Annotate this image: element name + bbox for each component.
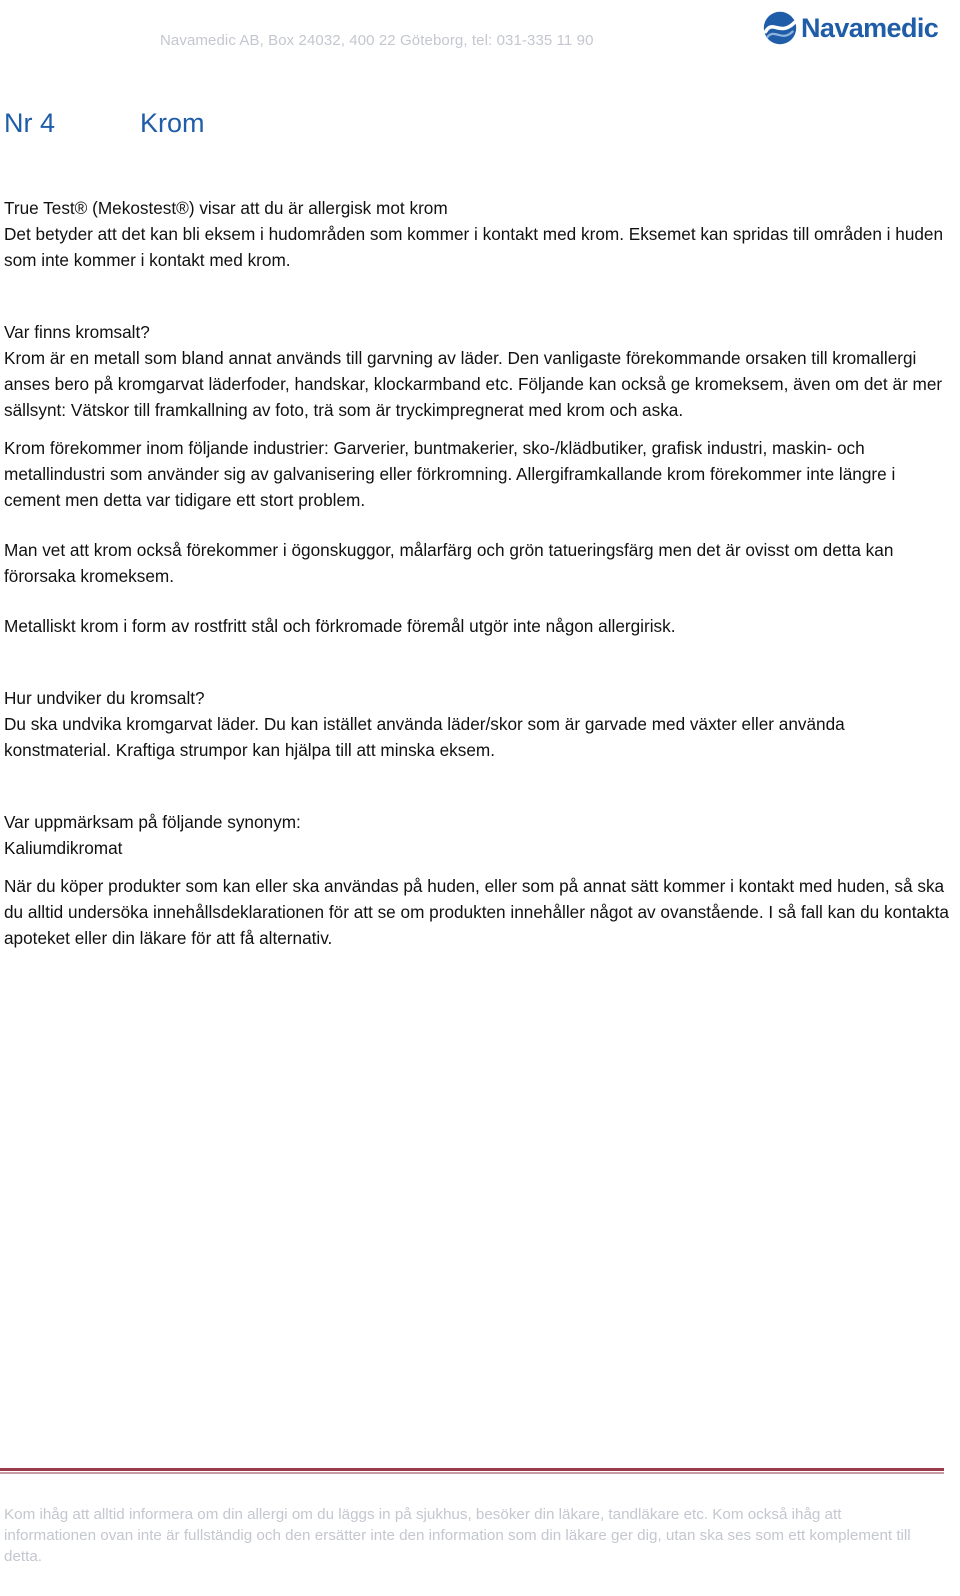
- where-paragraph-4: Metalliskt krom i form av rostfritt stål och förkromade föremål utgör inte någon allergirisk.: [4, 616, 676, 636]
- synonym-name: Kaliumdikromat: [4, 838, 123, 858]
- where-heading: Var finns kromsalt?: [4, 322, 150, 342]
- synonyms-text: När du köper produkter som kan eller ska användas på huden, eller som på annat sätt kommer i kontakt med huden, så ska du alltid undersöka innehållsdeklarationen för att se om produkten innehåller något av ovanstående. I så fall kan du kontakta apoteket eller din läkare för att få alternativ.: [4, 876, 949, 948]
- intro-heading: True Test® (Mekostest®) visar att du är allergisk mot krom: [4, 198, 448, 218]
- logo-text: Navamedic: [801, 12, 939, 43]
- document-body: [4, 195, 954, 951]
- where-paragraph-3: Man vet att krom också förekommer i ögonskuggor, målarfärg och grön tatueringsfärg men det är ovisst om detta kan förorsaka kromeksem.: [4, 540, 894, 586]
- title-name: Krom: [140, 108, 205, 138]
- synonyms-heading: Var uppmärksam på följande synonym:: [4, 812, 301, 832]
- footer-text: Kom ihåg att alltid informera om din allergi om du läggs in på sjukhus, besöker din läkare, tandläkare etc. Kom också ihåg att informationen ovan inte är fullständig och den ersätter inte den information som din läkare ger dig, utan ska ses som ett komplement till detta.: [4, 1506, 911, 1565]
- footer-divider: [0, 1468, 944, 1474]
- avoid-heading: Hur undviker du kromsalt?: [4, 688, 205, 708]
- navamedic-logo: [762, 6, 952, 50]
- title-number: Nr 4: [4, 108, 56, 138]
- navamedic-logo-icon: [762, 10, 798, 46]
- intro-text: Det betyder att det kan bli eksem i hudområden som kommer i kontakt med krom. Eksemet kan spridas till områden i huden som inte kommer i kontakt med krom.: [4, 224, 944, 270]
- where-paragraph-2: Krom förekommer inom följande industrier: Garverier, buntmakerier, sko-/klädbutiker, grafisk industri, maskin- och metallindustri som använder sig av galvanisering eller förkromning. Allergiframkallande krom förekommer inte längre i cement men detta var tidigare ett stort problem.: [4, 438, 896, 510]
- where-paragraph-1: Krom är en metall som bland annat används till garvning av läder. Den vanligaste förekommande orsaken till kromallergi anses bero på kromgarvat läderfoder, handskar, klockarmband etc. Följande kan också ge kromeksem, även om det är mer sällsynt: Vätskor till framkallning av foto, trä som är tryckimpregnerat med krom och aska.: [4, 348, 943, 420]
- header-address: Navamedic AB, Box 24032, 400 22 Göteborg, tel: 031-335 11 90: [160, 32, 594, 49]
- avoid-text: Du ska undvika kromgarvat läder. Du kan istället använda läder/skor som är garvade med växter eller använda konstmaterial. Kraftiga strumpor kan hjälpa till att minska eksem.: [4, 714, 845, 760]
